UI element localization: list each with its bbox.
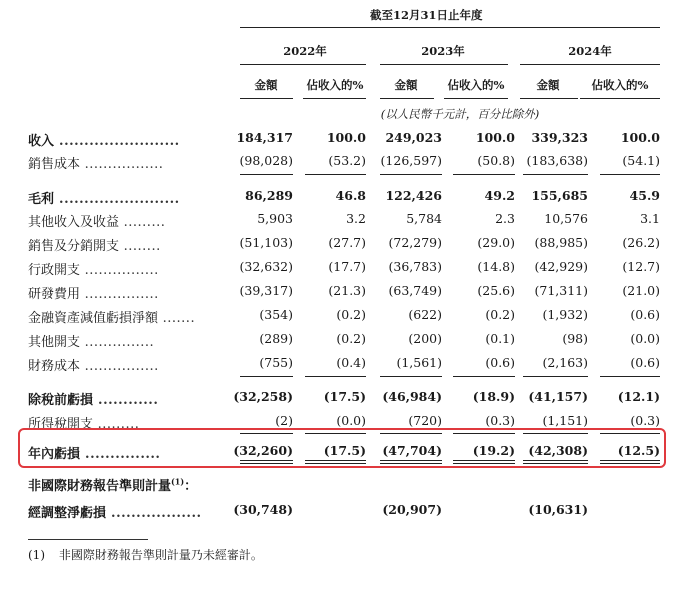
highlight-box xyxy=(18,428,666,468)
cost-of-sales-value: (53.2) xyxy=(328,153,366,168)
admin-expenses-value: (36,783) xyxy=(388,259,442,274)
income-tax-value: (0.0) xyxy=(336,413,366,428)
leader-dots: ........................ xyxy=(54,192,180,207)
admin-expenses-value: (17.7) xyxy=(328,259,366,274)
rnd-expenses-value: (39,317) xyxy=(239,283,293,298)
adjusted-net-loss-2022: (30,748) xyxy=(233,502,293,517)
row-label-text: 其他收入及收益 xyxy=(28,215,120,230)
year-2024: 2024年 xyxy=(568,44,612,58)
finance-costs-value: (1,561) xyxy=(396,355,442,370)
gross-profit-row xyxy=(0,185,700,207)
col-pct-2024: 佔收入的% xyxy=(591,78,649,92)
adjusted-net-loss-row xyxy=(0,499,700,521)
row-label xyxy=(28,389,158,408)
cost-of-sales-value: (54.1) xyxy=(622,153,660,168)
cost-of-sales-value: (50.8) xyxy=(477,153,515,168)
subtotal-rule xyxy=(240,376,293,377)
row-label-text: 財務成本 xyxy=(28,359,81,374)
year-2022: 2022年 xyxy=(283,44,327,58)
footnote-rule xyxy=(28,539,148,540)
subtotal-rule xyxy=(305,174,366,175)
row-label xyxy=(28,235,161,254)
leader-dots: ........ xyxy=(119,239,161,254)
loss-before-tax-value: (41,157) xyxy=(528,389,588,404)
gross-profit-value: 45.9 xyxy=(629,188,660,203)
gross-profit-value: 49.2 xyxy=(484,188,515,203)
leader-dots: ............ xyxy=(93,393,159,408)
rnd-expenses-value: (21.3) xyxy=(328,283,366,298)
row-label xyxy=(28,188,180,207)
subtotal-rule xyxy=(523,376,588,377)
loss-before-tax-value: (46,984) xyxy=(382,389,442,404)
row-label-text: 其他開支 xyxy=(28,335,81,350)
impairment-losses-value: (0.6) xyxy=(630,307,660,322)
loss-before-tax-value: (32,258) xyxy=(233,389,293,404)
subcol-rule xyxy=(444,98,508,99)
subtotal-rule xyxy=(600,174,660,175)
impairment-losses-value: (0.2) xyxy=(336,307,366,322)
adjusted-net-loss-2024: (10,631) xyxy=(528,502,588,517)
subcol-rule xyxy=(380,98,434,99)
leader-dots: ................ xyxy=(80,263,159,278)
finance-costs-value: (755) xyxy=(259,355,293,370)
row-label-text: 除稅前虧損 xyxy=(28,393,94,408)
subtotal-rule xyxy=(305,376,366,377)
row-label xyxy=(28,130,180,149)
row-label-text: 所得稅開支 xyxy=(28,417,94,432)
gross-profit-value: 86,289 xyxy=(245,188,293,203)
loss-for-year-value: (19.2) xyxy=(472,443,515,458)
row-label xyxy=(28,355,159,374)
row-label xyxy=(28,211,165,230)
cost-of-sales-value: (98,028) xyxy=(239,153,293,168)
leader-dots: ............... xyxy=(80,447,161,462)
row-label-text: 收入 xyxy=(28,134,55,149)
revenue-value: 100.0 xyxy=(475,130,515,145)
revenue-value: 100.0 xyxy=(326,130,366,145)
other-expenses-value: (0.1) xyxy=(485,331,515,346)
row-label xyxy=(28,502,202,521)
loss-for-year-value: (17.5) xyxy=(323,443,366,458)
other-expenses-value: (289) xyxy=(259,331,293,346)
cost-of-sales-value: (126,597) xyxy=(380,153,442,168)
admin-expenses-value: (14.8) xyxy=(477,259,515,274)
unit-note: (以人民幣千元計，百分比除外) xyxy=(380,107,540,121)
gross-profit-value: 155,685 xyxy=(531,188,588,203)
loss-before-tax-value: (17.5) xyxy=(323,389,366,404)
finance-costs-value: (0.4) xyxy=(336,355,366,370)
revenue-value: 100.0 xyxy=(620,130,660,145)
adjusted-net-loss-2023: (20,907) xyxy=(382,502,442,517)
gross-profit-value: 46.8 xyxy=(335,188,366,203)
other-income-row xyxy=(0,208,700,230)
footnote-marker: (1) xyxy=(28,548,45,562)
subtotal-rule xyxy=(380,174,442,175)
income-tax-value: (2) xyxy=(275,413,293,428)
revenue-value: 339,323 xyxy=(531,130,588,145)
leader-dots: ............... xyxy=(80,335,155,350)
leader-dots: ........................ xyxy=(54,134,180,149)
subtotal-rule xyxy=(380,376,442,377)
loss-before-tax-value: (18.9) xyxy=(472,389,515,404)
row-label xyxy=(28,331,154,350)
selling-expenses-value: (88,985) xyxy=(534,235,588,250)
leader-dots: ....... xyxy=(158,311,196,326)
other-expenses-value: (0.0) xyxy=(630,331,660,346)
col-amount-2024: 金額 xyxy=(536,78,560,92)
finance-costs-row xyxy=(0,352,700,374)
row-label-text: 經調整淨虧損 xyxy=(28,506,107,521)
subcol-rule xyxy=(303,98,366,99)
period-title: 截至12月31日止年度 xyxy=(370,8,483,22)
row-label xyxy=(28,283,159,302)
subtotal-rule xyxy=(523,174,588,175)
admin-expenses-value: (42,929) xyxy=(534,259,588,274)
selling-expenses-value: (51,103) xyxy=(239,235,293,250)
col-pct-2022: 佔收入的% xyxy=(306,78,364,92)
finance-costs-value: (0.6) xyxy=(630,355,660,370)
other-income-value: 2.3 xyxy=(495,211,515,226)
row-label xyxy=(28,259,159,278)
impairment-losses-value: (622) xyxy=(408,307,442,322)
other-expenses-value: (200) xyxy=(408,331,442,346)
subcol-rule xyxy=(240,98,293,99)
impairment-losses-value: (0.2) xyxy=(485,307,515,322)
selling-expenses-row xyxy=(0,232,700,254)
other-income-value: 5,903 xyxy=(257,211,293,226)
impairment-losses-row xyxy=(0,304,700,326)
impairment-losses-value: (354) xyxy=(259,307,293,322)
finance-costs-value: (0.6) xyxy=(485,355,515,370)
admin-expenses-value: (12.7) xyxy=(622,259,660,274)
year-rule-2022 xyxy=(240,64,366,65)
other-income-value: 3.2 xyxy=(346,211,366,226)
footnote-ref: (1) xyxy=(171,476,185,487)
row-label-text: 金融資產減值虧損淨額 xyxy=(28,311,159,326)
loss-for-year-value: (12.5) xyxy=(617,443,660,458)
year-rule-2023 xyxy=(380,64,508,65)
non-ifrs-heading-colon: ： xyxy=(184,479,198,494)
revenue-value: 249,023 xyxy=(385,130,442,145)
header-rule xyxy=(240,27,660,28)
cost-of-sales-row xyxy=(0,150,700,172)
selling-expenses-value: (29.0) xyxy=(477,235,515,250)
other-income-value: 3.1 xyxy=(640,211,660,226)
subtotal-rule xyxy=(453,174,515,175)
loss-before-tax-row xyxy=(0,386,700,408)
loss-for-year-value: (32,260) xyxy=(233,443,293,458)
col-amount-2023: 金額 xyxy=(394,78,418,92)
footnote xyxy=(28,546,263,563)
leader-dots: ................ xyxy=(80,359,159,374)
row-label xyxy=(28,307,195,326)
rnd-expenses-value: (25.6) xyxy=(477,283,515,298)
year-2023: 2023年 xyxy=(421,44,465,58)
year-rule-2024 xyxy=(520,64,660,65)
revenue-value: 184,317 xyxy=(236,130,293,145)
admin-expenses-value: (32,632) xyxy=(239,259,293,274)
other-income-value: 10,576 xyxy=(544,211,588,226)
row-label-text: 行政開支 xyxy=(28,263,81,278)
rnd-expenses-row xyxy=(0,280,700,302)
leader-dots: ................ xyxy=(80,287,159,302)
other-expenses-value: (0.2) xyxy=(336,331,366,346)
selling-expenses-value: (72,279) xyxy=(388,235,442,250)
finance-costs-value: (2,163) xyxy=(542,355,588,370)
loss-for-year-value: (47,704) xyxy=(382,443,442,458)
loss-for-year-value: (42,308) xyxy=(528,443,588,458)
income-tax-value: (0.3) xyxy=(630,413,660,428)
non-ifrs-heading xyxy=(28,475,197,494)
leader-dots: ......... xyxy=(119,215,166,230)
revenue-row xyxy=(0,127,700,149)
selling-expenses-value: (26.2) xyxy=(622,235,660,250)
row-label-text: 年內虧損 xyxy=(28,447,81,462)
rnd-expenses-value: (63,749) xyxy=(388,283,442,298)
other-income-value: 5,784 xyxy=(406,211,442,226)
col-pct-2023: 佔收入的% xyxy=(447,78,505,92)
subtotal-rule xyxy=(600,376,660,377)
subtotal-rule xyxy=(453,376,515,377)
other-expenses-row xyxy=(0,328,700,350)
row-label xyxy=(28,153,163,172)
gross-profit-value: 122,426 xyxy=(385,188,442,203)
subcol-rule xyxy=(520,98,578,99)
col-amount-2022: 金額 xyxy=(254,78,278,92)
loss-before-tax-value: (12.1) xyxy=(617,389,660,404)
cost-of-sales-value: (183,638) xyxy=(526,153,588,168)
subtotal-rule xyxy=(240,174,293,175)
row-label-text: 研發費用 xyxy=(28,287,81,302)
leader-dots: ................. xyxy=(80,157,164,172)
footnote-text: 非國際財務報告準則計量乃未經審計。 xyxy=(58,548,263,562)
admin-expenses-row xyxy=(0,256,700,278)
other-expenses-value: (98) xyxy=(562,331,588,346)
income-tax-value: (0.3) xyxy=(485,413,515,428)
rnd-expenses-value: (21.0) xyxy=(622,283,660,298)
leader-dots: ......... xyxy=(93,417,140,432)
rnd-expenses-value: (71,311) xyxy=(534,283,588,298)
selling-expenses-value: (27.7) xyxy=(328,235,366,250)
leader-dots: .................. xyxy=(106,506,202,521)
non-ifrs-heading-text: 非國際財務報告準則計量 xyxy=(28,479,172,494)
income-tax-value: (720) xyxy=(408,413,442,428)
row-label-text: 毛利 xyxy=(28,192,55,207)
impairment-losses-value: (1,932) xyxy=(542,307,588,322)
row-label-text: 銷售成本 xyxy=(28,157,81,172)
subcol-rule xyxy=(580,98,660,99)
row-label-text: 銷售及分銷開支 xyxy=(28,239,120,254)
income-tax-value: (1,151) xyxy=(542,413,588,428)
